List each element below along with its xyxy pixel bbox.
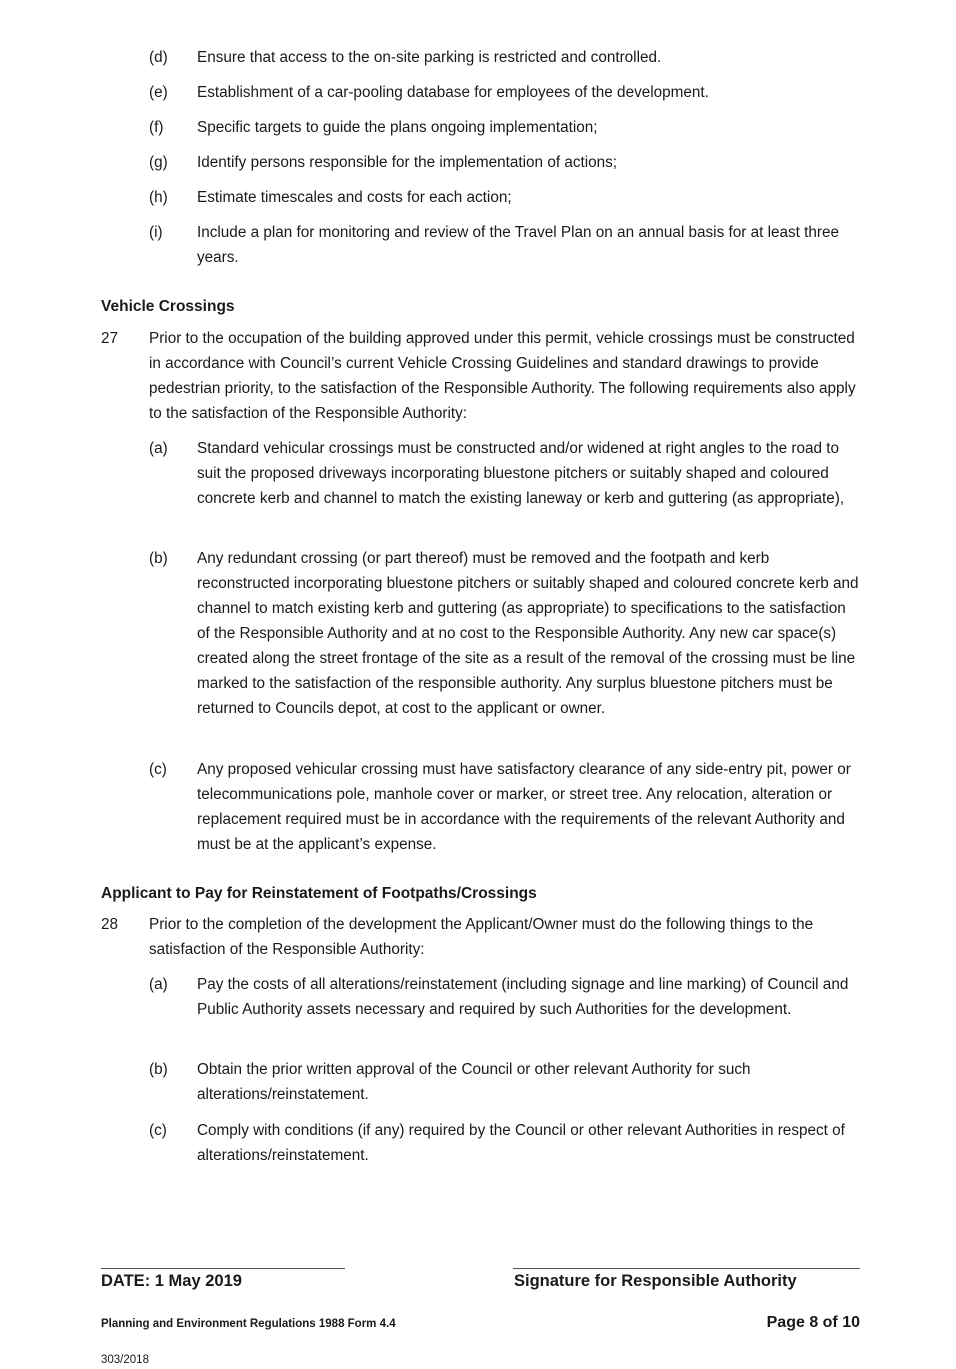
list-item-text: Pay the costs of all alterations/reinstatement (including signage and line marking) of Council and Public Authority assets necessary and required by such Authorities for the development. bbox=[197, 976, 849, 1018]
list-item bbox=[149, 115, 861, 140]
condition-27 bbox=[101, 326, 861, 426]
list-item-text: Estimate timescales and costs for each action; bbox=[197, 189, 512, 206]
list-item-label: (e) bbox=[149, 84, 168, 101]
list-item bbox=[149, 1057, 861, 1107]
list-item bbox=[149, 1118, 861, 1168]
list-item-label: (b) bbox=[149, 1061, 168, 1078]
footer-page-number: Page 8 of 10 bbox=[766, 1314, 860, 1331]
date-rule bbox=[101, 1268, 345, 1269]
list-item bbox=[149, 185, 861, 210]
signature-rule bbox=[513, 1268, 860, 1269]
list-item-label: (i) bbox=[149, 224, 163, 241]
list-item-label: (a) bbox=[149, 976, 168, 993]
list-item-label: (h) bbox=[149, 189, 168, 206]
list-item-label: (g) bbox=[149, 154, 168, 171]
list-item-text: Standard vehicular crossings must be constructed and/or widened at right angles to the road to suit the proposed driveways incorporating bluestone pitchers or suitably shaped and coloured concrete kerb and channel to match the existing laneway or kerb and guttering (as appropriate), bbox=[197, 440, 845, 507]
condition-28 bbox=[101, 912, 861, 962]
condition-text: Prior to the completion of the development the Applicant/Owner must do the following things to the satisfaction of the Responsible Authority: bbox=[149, 916, 814, 958]
footer-signature-label: Signature for Responsible Authority bbox=[514, 1272, 797, 1290]
footer-regulations: Planning and Environment Regulations 1988 Form 4.4 bbox=[101, 1318, 396, 1330]
list-item-label: (b) bbox=[149, 550, 168, 567]
section-heading-vehicle-crossings: Vehicle Crossings bbox=[101, 298, 235, 315]
footer-date: DATE: 1 May 2019 bbox=[101, 1272, 242, 1290]
condition-text: Prior to the occupation of the building approved under this permit, vehicle crossings must be constructed in accordance with Council’s current Vehicle Crossing Guidelines and standard drawings to provide pedestrian priority, to the satisfaction of the Responsible Authority. The following requirements also apply to the satisfaction of the Responsible Authority: bbox=[149, 330, 856, 422]
list-item-text: Any redundant crossing (or part thereof) must be removed and the footpath and kerb reconstructed incorporating bluestone pitchers or suitably shaped and coloured concrete kerb and channel to match existing kerb and guttering (as appropriate) to specifications to the satisfaction of the Responsible Authority and at no cost to the Responsible Authority. Any new car space(s) created along the street frontage of the site as a result of the removal of the crossing must be line marked to the satisfaction of the responsible authority. Any surplus bluestone pitchers must be returned to Councils depot, at cost to the applicant or owner. bbox=[197, 550, 859, 717]
list-item bbox=[149, 80, 861, 105]
list-item bbox=[149, 546, 861, 721]
list-item-text: Establishment of a car-pooling database for employees of the development. bbox=[197, 84, 709, 101]
list-item-text: Comply with conditions (if any) required by the Council or other relevant Authorities in respect of alterations/reinstatement. bbox=[197, 1122, 845, 1164]
list-item bbox=[149, 757, 861, 857]
list-item-text: Identify persons responsible for the implementation of actions; bbox=[197, 154, 618, 171]
footer-reference: 303/2018 bbox=[101, 1354, 149, 1366]
list-item-label: (a) bbox=[149, 440, 168, 457]
list-item bbox=[149, 150, 861, 175]
list-item-label: (c) bbox=[149, 761, 167, 778]
list-item bbox=[149, 220, 861, 270]
list-item-label: (f) bbox=[149, 119, 164, 136]
condition-number: 27 bbox=[101, 330, 119, 347]
list-item bbox=[149, 45, 861, 70]
list-item bbox=[149, 972, 861, 1022]
condition-number: 28 bbox=[101, 916, 119, 933]
list-item-label: (d) bbox=[149, 49, 168, 66]
list-item-label: (c) bbox=[149, 1122, 167, 1139]
list-item-text: Specific targets to guide the plans ongoing implementation; bbox=[197, 119, 598, 136]
section-heading-applicant-to-pay: Applicant to Pay for Reinstatement of Footpaths/Crossings bbox=[101, 885, 537, 902]
list-item-text: Obtain the prior written approval of the Council or other relevant Authority for such alterations/reinstatement. bbox=[197, 1061, 751, 1103]
list-item-text: Ensure that access to the on-site parking is restricted and controlled. bbox=[197, 49, 662, 66]
list-item-text: Include a plan for monitoring and review of the Travel Plan on an annual basis for at least three years. bbox=[197, 224, 840, 266]
list-item bbox=[149, 436, 861, 511]
list-item-text: Any proposed vehicular crossing must have satisfactory clearance of any side-entry pit, power or telecommunications pole, manhole cover or marker, or street tree. Any relocation, alteration or replacement required must be in accordance with the requirements of the relevant Authority and must be at the applicant’s expense. bbox=[197, 761, 851, 853]
